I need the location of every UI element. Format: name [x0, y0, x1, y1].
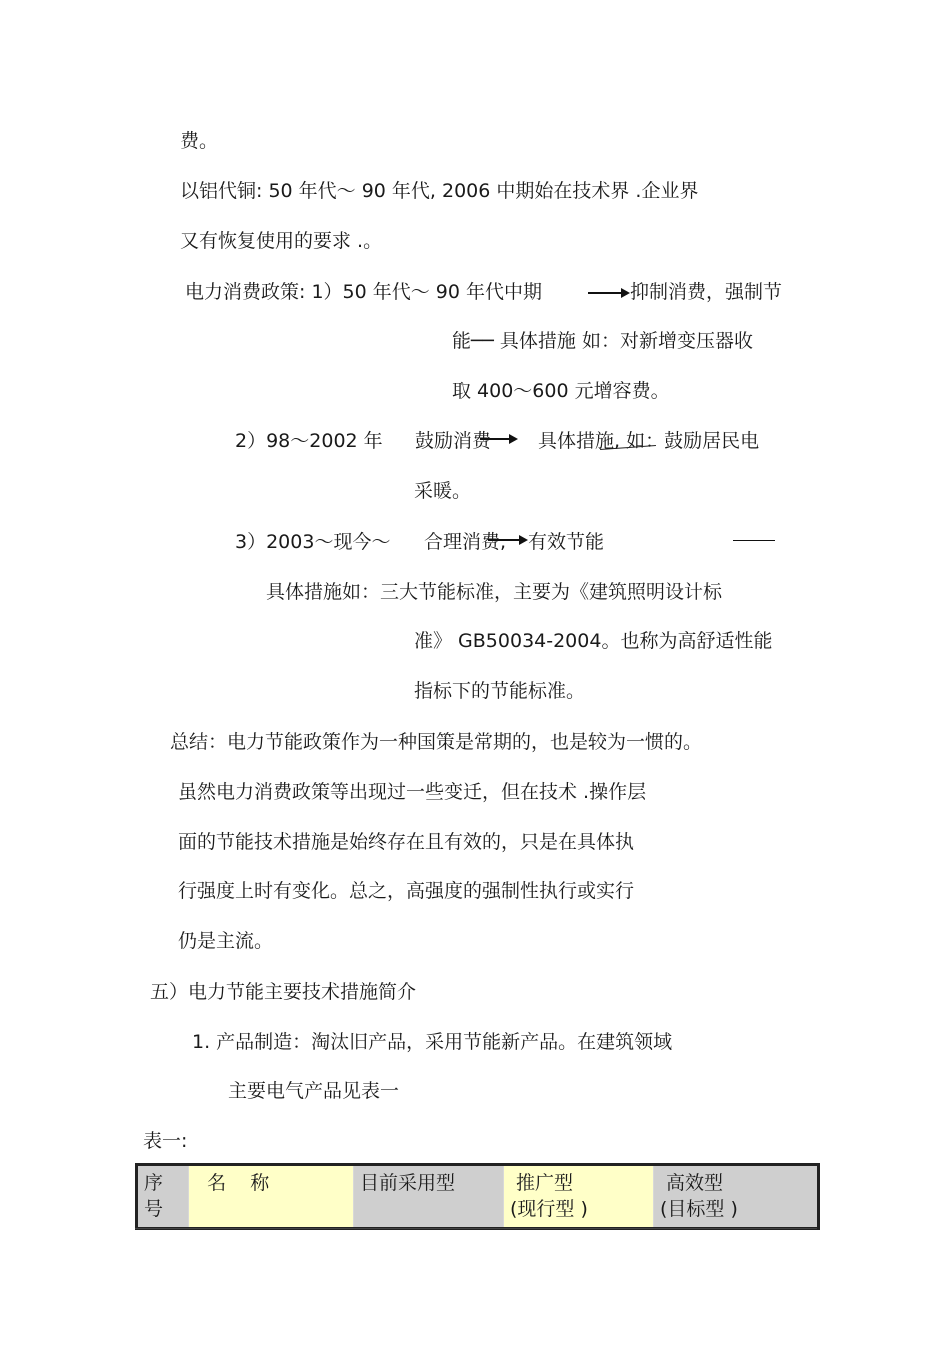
arrow-right-icon	[488, 539, 526, 541]
arrow-right-icon	[480, 438, 516, 440]
text-line: 指标下的节能标准。	[414, 680, 586, 702]
text-line: 行强度上时有变化。总之，高强度的强制性执行或实行	[178, 880, 635, 902]
text-line: 具体措施如：三大节能标准，主要为《建筑照明设计标	[266, 581, 723, 603]
dash-line	[733, 540, 775, 541]
text-line: 取 400～600 元增容费。	[452, 380, 670, 402]
text-line: 仍是主流。	[178, 930, 274, 952]
header-cell-current: 目前采用型	[354, 1165, 504, 1229]
table-bottom-rule	[135, 1228, 817, 1229]
text-line: 鼓励消费	[415, 430, 492, 452]
text-line: 采暖。	[414, 480, 472, 502]
text-line: 主要电气产品见表一	[228, 1080, 400, 1102]
table-caption: 表一:	[143, 1130, 188, 1152]
text-line: 总结：电力节能政策作为一种国策是常期的，也是较为一惯的。	[170, 731, 703, 753]
text-line: 以铝代铜: 50 年代～ 90 年代, 2006 中期始在技术界 .企业界	[180, 180, 699, 202]
text-line: 1. 产品制造：淘汰旧产品，采用节能新产品。在建筑领域	[192, 1031, 673, 1053]
text-line: 2）98～2002 年	[235, 430, 383, 452]
table-header-row	[137, 1165, 819, 1229]
text-line: 具体措施, 如：鼓励居民电	[538, 430, 760, 452]
text-line: 能── 具体措施 如：对新增变压器收	[452, 330, 753, 352]
text-line: 抑制消费，强制节	[630, 281, 783, 303]
text-line: 准》 GB50034-2004。也称为高舒适性能	[414, 630, 773, 652]
text-line: 合理消费,	[424, 531, 507, 553]
text-line: 费。	[180, 130, 219, 152]
text-line: 面的节能技术措施是始终存在且有效的，只是在具体执	[178, 831, 635, 853]
text-line: 电力消费政策: 1）50 年代～ 90 年代中期	[185, 281, 543, 303]
header-cell-name: 名 称	[189, 1165, 354, 1229]
header-cell-index: 序 号	[137, 1165, 189, 1229]
header-cell-efficient: 高效型 (目标型 )	[654, 1165, 819, 1229]
arrow-right-icon	[588, 292, 628, 294]
header-cell-promoted: 推广型 (现行型 )	[504, 1165, 654, 1229]
text-line: 又有恢复使用的要求 .。	[180, 230, 383, 252]
text-line: 虽然电力消费政策等出现过一些变迁，但在技术 .操作层	[178, 781, 647, 803]
product-table	[135, 1163, 820, 1230]
text-line: 3）2003～现今～	[235, 531, 391, 553]
section-heading: 五）电力节能主要技术措施简介	[150, 981, 417, 1003]
text-line: 有效节能	[528, 531, 605, 553]
